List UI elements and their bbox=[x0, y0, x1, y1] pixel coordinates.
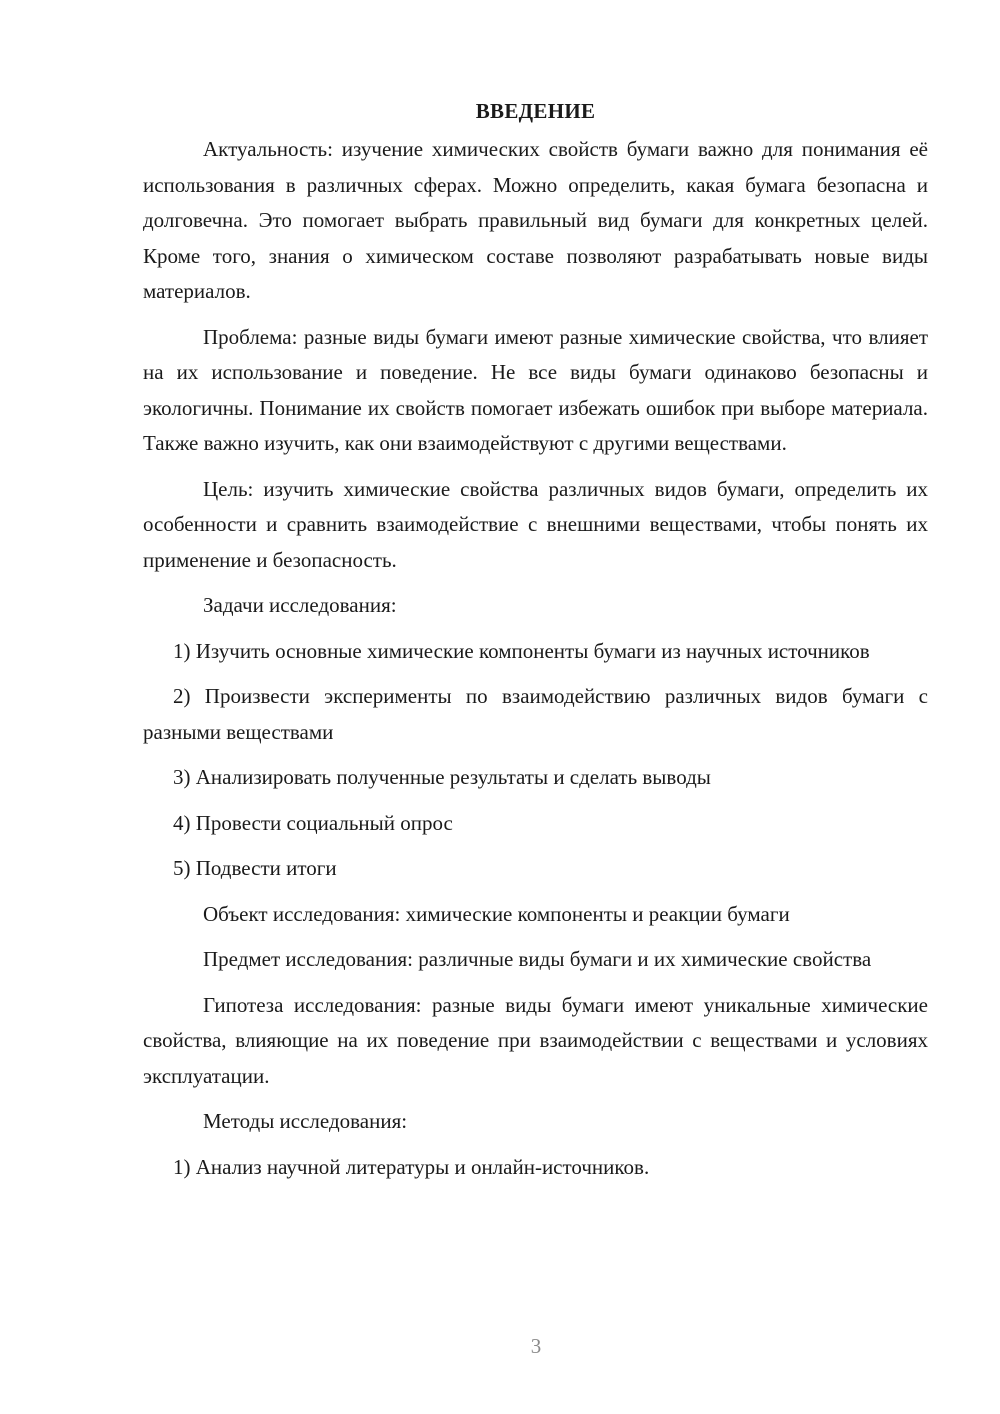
task-item-5: 5) Подвести итоги bbox=[173, 856, 337, 880]
problem-paragraph: Проблема: разные виды бумаги имеют разные химические свойства, что влияет на их использование и поведение. Не все виды бумаги одинаково безопасны и экологичны. Понимание их свойств помогает избежать ошибок при выборе материала. Также важно изучить, как они взаимодействуют с другими веществами. bbox=[143, 324, 928, 455]
relevance-paragraph: Актуальность: изучение химических свойств бумаги важно для понимания её использования в различных сферах. Можно определить, какая бумага безопасна и долговечна. Это помогает выбрать правильный вид бумаги для конкретных целей. Кроме того, знания о химическом составе позволяют разрабатывать новые виды материалов. bbox=[143, 137, 928, 303]
methods-heading: Методы исследования: bbox=[203, 1109, 408, 1133]
tasks-heading: Задачи исследования: bbox=[203, 593, 397, 617]
goal-paragraph: Цель: изучить химические свойства различных видов бумаги, определить их особенности и сравнить взаимодействие с внешними веществами, чтобы понять их применение и безопасность. bbox=[143, 476, 928, 572]
document-page bbox=[143, 93, 928, 1195]
page-number: 3 bbox=[530, 1334, 542, 1358]
task-item-4: 4) Провести социальный опрос bbox=[173, 810, 453, 835]
task-item-2: 2) Произвести эксперименты по взаимодействию различных видов бумаги с разными веществами bbox=[143, 684, 928, 744]
task-item-3: 3) Анализировать полученные результаты и сделать выводы bbox=[173, 765, 711, 789]
research-hypothesis: Гипотеза исследования: разные виды бумаги имеют уникальные химические свойства, влияющие на их поведение при взаимодействии с веществами и условиях эксплуатации. bbox=[143, 992, 928, 1088]
section-title: ВВЕДЕНИЕ bbox=[475, 99, 596, 123]
research-subject: Предмет исследования: различные виды бумаги и их химические свойства bbox=[203, 947, 872, 971]
task-item-1: 1) Изучить основные химические компоненты бумаги из научных источников bbox=[173, 638, 870, 663]
method-item-1: 1) Анализ научной литературы и онлайн-источников. bbox=[173, 1154, 650, 1179]
research-object: Объект исследования: химические компоненты и реакции бумаги bbox=[203, 901, 790, 926]
